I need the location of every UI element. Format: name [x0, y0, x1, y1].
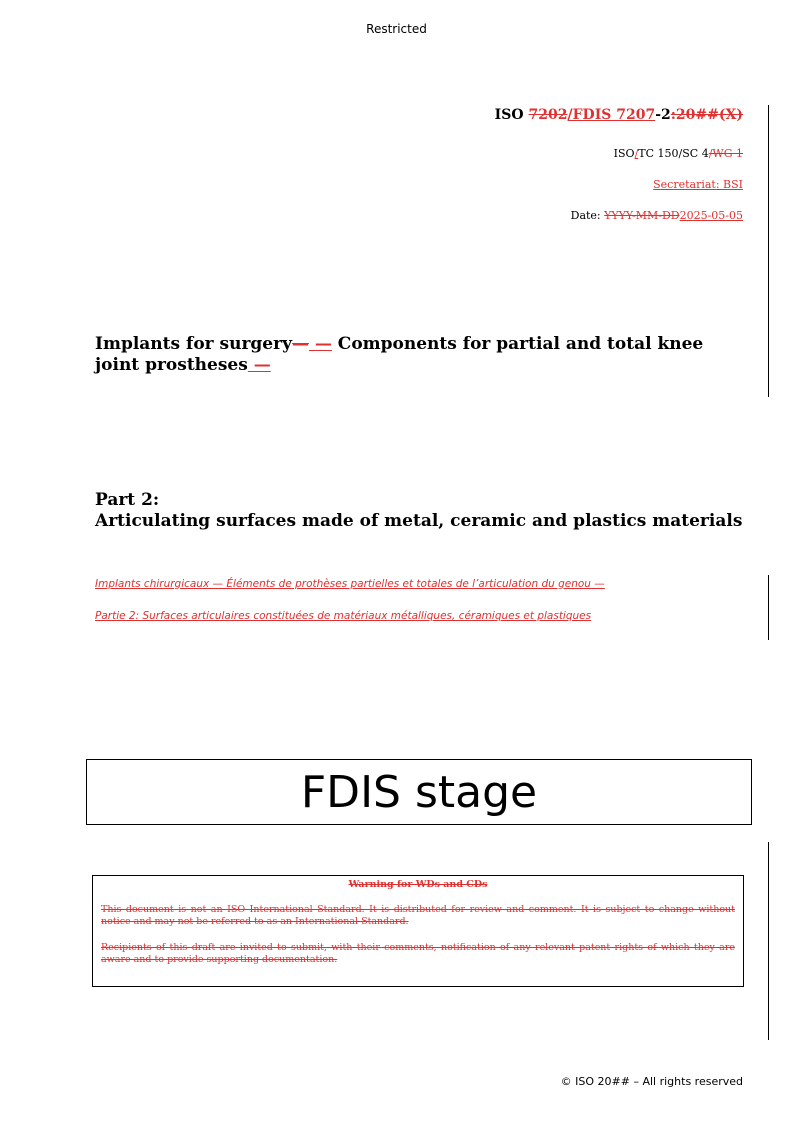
warning-paragraph-1: This document is not an ISO International Standard. It is distributed for review and comment. It is subject to change without notice and may not be referred to as an International Standard. — [101, 904, 735, 927]
committee-deleted-wg: /WG 1 — [708, 147, 743, 160]
stage-label: FDIS stage — [300, 766, 538, 818]
warning-title: Warning for WDs and CDs — [348, 879, 488, 890]
document-title — [95, 334, 745, 376]
committee-line — [614, 147, 743, 160]
title-inserted-trailing-dash: — — [247, 355, 271, 375]
change-bar-bottom — [768, 842, 769, 1040]
ref-iso: ISO — [494, 107, 524, 123]
title-inserted-dash: — — [308, 334, 332, 354]
part-title — [95, 490, 745, 532]
part-subtitle: Articulating surfaces made of metal, ceramic and plastics materials — [95, 511, 743, 531]
part-label: Part 2: — [95, 490, 160, 510]
french-title-line-1: Implants chirurgicaux — Éléments de prothèses partielles et totales de l’articulation du genou — — [95, 578, 605, 590]
title-part-a: Implants for surgery — [95, 334, 292, 354]
french-title-line-2: Partie 2: Surfaces articulaires constituées de matériaux métalliques, céramiques et plastiques — [95, 610, 592, 622]
date-deleted-placeholder: YYYY-MM-DD — [604, 209, 680, 222]
ref-part: -2 — [655, 107, 671, 123]
ref-deleted-year: :20##(X) — [670, 107, 743, 123]
secretariat-line: Secretariat: BSI — [653, 178, 743, 191]
classification-header: Restricted — [366, 22, 427, 36]
title-deleted-dash: — — [291, 334, 309, 354]
committee-tc: TC 150/SC 4 — [638, 147, 709, 160]
date-inserted-value: 2025-05-05 — [679, 209, 743, 222]
date-label: Date: — [570, 209, 605, 222]
title-part-b: Components for partial and total knee joint prostheses — [95, 334, 704, 375]
change-bar-top — [768, 105, 769, 397]
stage-box — [86, 759, 752, 825]
copyright-footer: © ISO 20## – All rights reserved — [560, 1075, 743, 1088]
ref-deleted-number: 7202 — [528, 107, 568, 123]
warning-paragraph-2: Recipients of this draft are invited to submit, with their comments, notification of any relevant patent rights of which they are aware and to provide supporting documentation. — [101, 942, 735, 965]
warning-box — [92, 875, 744, 987]
committee-prefix: ISO — [613, 147, 635, 160]
date-line — [571, 209, 743, 222]
ref-inserted-number: /FDIS 7207 — [567, 107, 656, 123]
standard-reference — [495, 107, 743, 123]
change-bar-middle — [768, 575, 769, 640]
committee-inserted-slash: / — [634, 147, 639, 160]
